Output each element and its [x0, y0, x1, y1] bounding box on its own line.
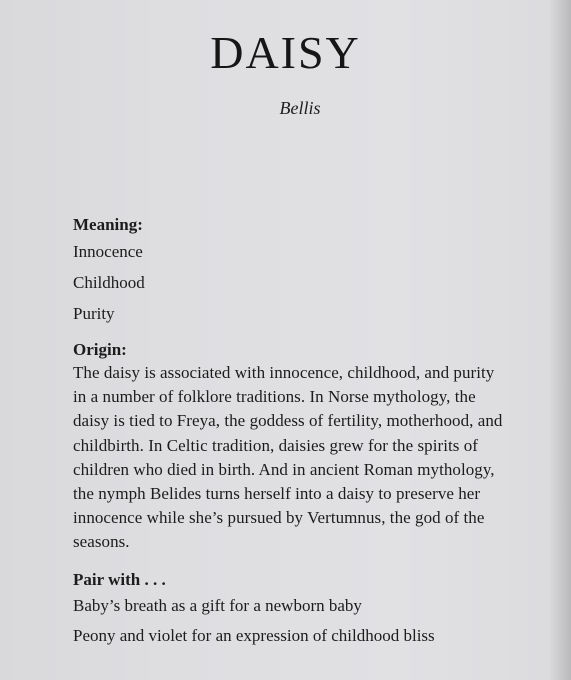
origin-section: [73, 339, 543, 555]
origin-line: children who died in birth. And in ancient Roman mythology,: [73, 459, 495, 479]
origin-heading: Origin:: [73, 340, 127, 359]
meaning-list: [73, 236, 543, 329]
origin-line: innocence while she’s pursued by Vertumnus, the god of the: [73, 508, 485, 528]
pair-with-section: [73, 569, 543, 651]
pair-with-list: [73, 591, 543, 651]
botanical-name: Bellis: [279, 98, 321, 118]
origin-line: childbirth. In Celtic tradition, daisies grew for the spirits of: [73, 435, 478, 455]
pair-with-item: Peony and violet for an expression of childhood bliss: [73, 625, 435, 645]
meaning-item: Innocence: [73, 242, 143, 261]
origin-line: the nymph Belides turns herself into a daisy to preserve her: [73, 484, 481, 504]
meaning-item: Childhood: [73, 273, 145, 292]
meaning-item: Purity: [73, 304, 115, 323]
origin-paragraph: [73, 361, 543, 555]
origin-line: The daisy is associated with innocence, childhood, and purity: [73, 363, 495, 382]
origin-line: seasons.: [73, 532, 130, 552]
origin-line: daisy is tied to Freya, the goddess of fertility, motherhood, and: [73, 411, 503, 431]
entry-content: [73, 214, 543, 651]
page-title: DAISY: [210, 27, 361, 78]
origin-line: in a number of folklore traditions. In Norse mythology, the: [73, 387, 476, 407]
meaning-section: [73, 214, 543, 329]
pair-with-item: Baby’s breath as a gift for a newborn baby: [73, 595, 362, 615]
pair-with-heading: Pair with . . .: [73, 569, 166, 589]
meaning-heading: Meaning:: [73, 215, 143, 234]
